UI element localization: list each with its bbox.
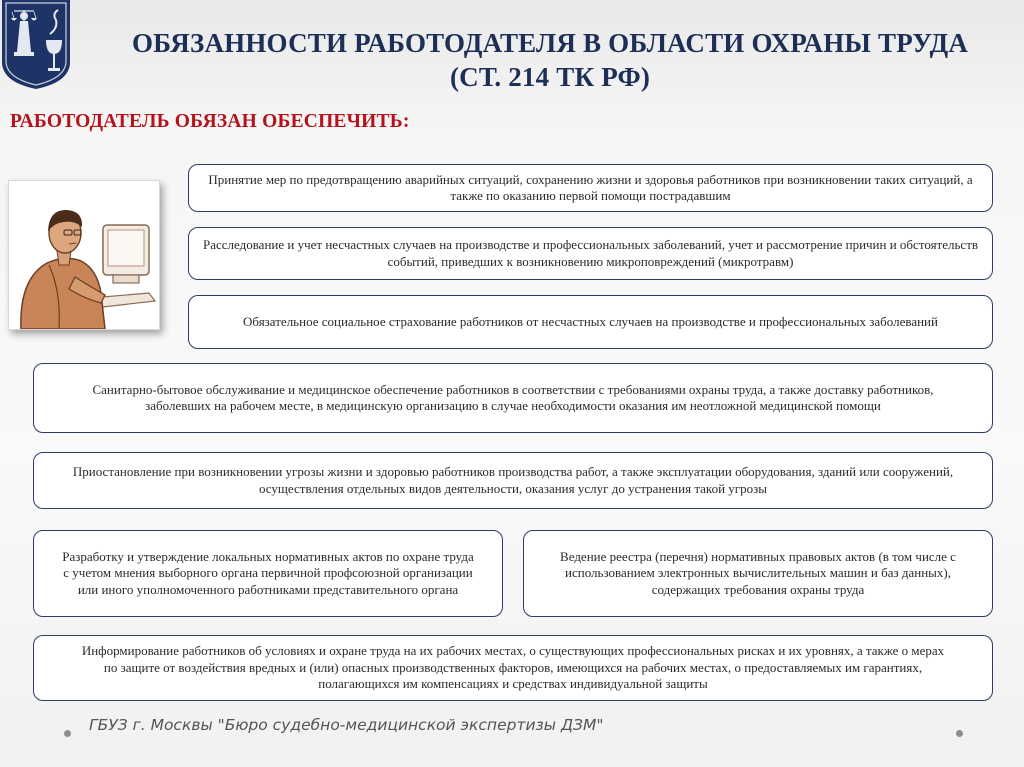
title-line-2: (СТ. 214 ТК РФ) — [449, 62, 651, 92]
worker-at-computer-icon — [9, 181, 159, 329]
duty-text-4: Санитарно-бытовое обслуживание и медицинское обеспечение работников в соответствии с требованиями охраны труда, а также доставку работников, заболевших на рабочем месте, в медицинскую организацию в случае необходимости оказания им неотложной медицинской помощи — [92, 381, 934, 413]
duty-box-1 — [188, 164, 993, 212]
duty-text-2: Расследование и учет несчастных случаев на производстве и профессиональных заболеваний, учет и рассмотрение причин и обстоятельств событий, приведших к возникновению микроповреждений (микротравм) — [202, 237, 979, 269]
duty-text-8: Информирование работников об условиях и охране труда на их рабочих местах, о существующих профессиональных рисках и их уровнях, а также о мерах по защите от воздействия вредных и (или) опасных производственных факторов, имеющихся на рабочих местах, о предоставляемых им гарантиях, полагающихся им компенсациях и средствах индивидуальной защиты — [81, 643, 945, 692]
duty-text-5: Приостановление при возникновении угрозы жизни и здоровью работников производства работ, а также эксплуатации оборудования, зданий или сооружений, осуществления отдельных видов деятельности, оказания услуг до устранения такой угрозы — [72, 464, 954, 496]
duty-box-6 — [33, 530, 503, 617]
duty-box-5 — [33, 452, 993, 509]
section-subtitle: РАБОТОДАТЕЛЬ ОБЯЗАН ОБЕСПЕЧИТЬ: — [10, 111, 410, 132]
footer-dot-right — [956, 730, 963, 737]
page-title — [80, 26, 1020, 94]
worker-illustration — [8, 180, 160, 330]
title-line-1: ОБЯЗАННОСТИ РАБОТОДАТЕЛЯ В ОБЛАСТИ ОХРАНЫ ТРУДА — [131, 28, 969, 58]
duty-box-4 — [33, 363, 993, 433]
duty-text-1: Принятие мер по предотвращению аварийных ситуаций, сохранению жизни и здоровья работников при возникновении таких ситуаций, а также по оказанию первой помощи пострадавшим — [208, 171, 973, 203]
duty-text-6: Разработку и утверждение локальных нормативных актов по охране труда с учетом мнения выборного органа первичной профсоюзной организации или иного уполномоченного работниками представительного органа — [62, 548, 474, 597]
duty-box-2 — [188, 227, 993, 280]
organization-emblem — [0, 0, 72, 90]
duty-text-3: Обязательное социальное страхование работников от несчастных случаев на производстве и профессиональных заболеваний — [243, 313, 938, 329]
duty-box-3 — [188, 295, 993, 349]
duty-text-7: Ведение реестра (перечня) нормативных правовых актов (в том числе с использованием электронных вычислительных машин и баз данных), содержащих требования охраны труда — [560, 548, 956, 597]
footer-dot-left — [64, 730, 71, 737]
duty-box-8 — [33, 635, 993, 701]
duty-box-7 — [523, 530, 993, 617]
footer-organization: ГБУЗ г. Москвы "Бюро судебно-медицинской экспертизы ДЗМ" — [89, 716, 604, 734]
